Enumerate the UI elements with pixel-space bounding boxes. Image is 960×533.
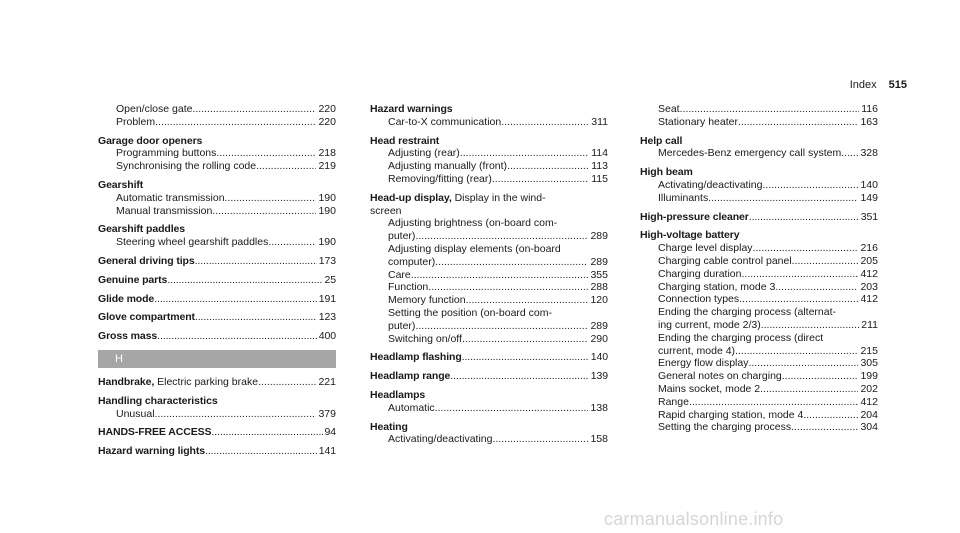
page-ref: 25: [324, 273, 336, 286]
index-entry[interactable]: Rapid charging station, mode 4 ..... 204: [640, 409, 878, 422]
index-label: Index: [849, 79, 877, 91]
index-entry[interactable]: Glove compartment ..... 123: [98, 311, 336, 324]
page-ref: 412: [860, 395, 878, 408]
page-ref: 289: [590, 319, 608, 332]
page-ref: 220: [318, 115, 336, 128]
page-ref: 120: [590, 294, 608, 307]
page-ref: 219: [318, 160, 336, 173]
page-ref: 116: [861, 103, 878, 115]
page-ref: 289: [590, 255, 608, 268]
index-entry[interactable]: Mains socket, mode 2 ..... 202: [640, 383, 878, 396]
index-entry[interactable]: Charging duration ..... 412: [640, 268, 878, 281]
index-entry[interactable]: computer) ..... 289: [370, 256, 608, 269]
index-entry[interactable]: Activating/deactivating ..... 140: [640, 179, 878, 192]
page-ref: 211: [861, 318, 878, 331]
page-ref: 191: [318, 292, 336, 305]
index-entry[interactable]: Genuine parts ..... 25: [98, 274, 336, 287]
page-ref: 140: [860, 178, 878, 191]
index-entry[interactable]: Illuminants ..... 149: [640, 192, 878, 205]
index-entry[interactable]: ing current, mode 2/3) ..... 211: [640, 319, 878, 332]
page-ref: 163: [860, 115, 878, 128]
index-entry[interactable]: Removing/fitting (rear) ..... 115: [370, 173, 608, 186]
index-heading: Gearshift paddles: [98, 223, 185, 236]
index-column-3: [640, 103, 878, 434]
index-entry[interactable]: Hazard warning lights ..... 141: [98, 445, 336, 458]
section-letter: H: [115, 352, 123, 365]
page-ref: 289: [590, 230, 608, 243]
index-heading: Garage door openers: [98, 134, 203, 147]
index-heading: Head restraint: [370, 134, 440, 147]
page-ref: 114: [591, 147, 608, 160]
index-entry[interactable]: Headlamp flashing ..... 140: [370, 351, 608, 364]
page-ref: 115: [591, 172, 608, 185]
page-ref: 216: [860, 242, 878, 255]
index-column-1: [98, 103, 336, 458]
index-entry[interactable]: Problem ..... 220: [98, 116, 336, 129]
page-ref: 204: [860, 408, 878, 421]
page-ref: 218: [318, 147, 336, 160]
index-entry[interactable]: Car-to-X communication ..... 311: [370, 116, 608, 129]
index-entry[interactable]: HANDS-FREE ACCESS ..... 94: [98, 426, 336, 439]
index-heading: Heating: [370, 420, 408, 433]
index-entry[interactable]: Switching on/off ..... 290: [370, 333, 608, 346]
page-ref: 94: [324, 426, 336, 439]
page-ref: 141: [318, 445, 336, 458]
index-entry[interactable]: Adjusting (rear) ..... 114: [370, 147, 608, 160]
page-header: [850, 79, 907, 91]
index-entry[interactable]: High-pressure cleaner ..... 351: [640, 211, 878, 224]
index-entry-line: Setting the position (on-board com-: [388, 306, 553, 319]
page-ref: 288: [590, 281, 608, 294]
index-entry-line: Ending the charging process (alternat-: [658, 306, 837, 319]
index-entry[interactable]: Handbrake, Electric parking brake ..... 221: [98, 376, 336, 389]
index-entry[interactable]: Programming buttons ..... 218: [98, 147, 336, 160]
page-ref: 290: [590, 332, 608, 345]
index-entry[interactable]: Mercedes-Benz emergency call system ..... 328: [640, 147, 878, 160]
index-entry[interactable]: Open/close gate ..... 220: [98, 103, 336, 116]
page-ref: 412: [860, 293, 878, 306]
index-entry[interactable]: puter) ..... 289: [370, 320, 608, 333]
index-entry[interactable]: Stationary heater ..... 163: [640, 116, 878, 129]
page-ref: 190: [318, 191, 336, 204]
index-entry-line: Adjusting brightness (on-board com-: [388, 217, 558, 230]
index-column-2: [370, 103, 608, 446]
page-ref: 400: [318, 330, 336, 343]
page-ref: 190: [318, 204, 336, 217]
index-entry[interactable]: Activating/deactivating ..... 158: [370, 433, 608, 446]
index-entry[interactable]: Function ..... 288: [370, 281, 608, 294]
index-entry[interactable]: Steering wheel gearshift paddles ..... 190: [98, 236, 336, 249]
index-entry[interactable]: Range ..... 412: [640, 396, 878, 409]
index-entry[interactable]: Manual transmission ..... 190: [98, 205, 336, 218]
index-entry[interactable]: Gross mass ..... 400: [98, 330, 336, 343]
index-entry[interactable]: Unusual ..... 379: [98, 408, 336, 421]
page-ref: 215: [860, 344, 878, 357]
index-heading: Help call: [640, 134, 683, 147]
page-ref: 311: [591, 115, 608, 128]
index-heading: Head-up display, Display in the wind-: [370, 191, 546, 204]
index-heading: Handling characteristics: [98, 394, 218, 407]
index-entry[interactable]: Seat ..... 116: [640, 103, 878, 116]
page-ref: 123: [318, 311, 336, 324]
index-entry[interactable]: Energy flow display ..... 305: [640, 357, 878, 370]
page-ref: 158: [590, 433, 608, 446]
index-entry[interactable]: Charging station, mode 3 ..... 203: [640, 281, 878, 294]
page-ref: 205: [860, 254, 878, 267]
index-entry[interactable]: Adjusting manually (front) ..... 113: [370, 160, 608, 173]
page-ref: 220: [318, 103, 336, 115]
index-entry[interactable]: Automatic transmission ..... 190: [98, 192, 336, 205]
index-entry[interactable]: current, mode 4) ..... 215: [640, 345, 878, 358]
index-entry[interactable]: puter) ..... 289: [370, 230, 608, 243]
page-ref: 305: [860, 357, 878, 370]
index-heading: High-voltage battery: [640, 229, 740, 242]
index-heading-continuation: screen: [370, 204, 402, 217]
page-ref: 328: [860, 147, 878, 160]
index-entry-line: Adjusting display elements (on-board: [388, 242, 561, 255]
index-entry[interactable]: General notes on charging ..... 199: [640, 370, 878, 383]
index-entry[interactable]: Connection types ..... 412: [640, 293, 878, 306]
page-ref: 221: [318, 375, 336, 388]
page-ref: 304: [860, 421, 878, 434]
index-entry[interactable]: Memory function ..... 120: [370, 294, 608, 307]
index-entry[interactable]: Care ..... 355: [370, 269, 608, 282]
index-entry[interactable]: Charging cable control panel ..... 205: [640, 255, 878, 268]
page-ref: 173: [318, 254, 336, 267]
page-ref: 412: [860, 267, 878, 280]
index-heading: High beam: [640, 166, 693, 179]
index-entry[interactable]: Setting the charging process ..... 304: [640, 421, 878, 434]
page-ref: 138: [590, 401, 608, 414]
index-entry[interactable]: Automatic ..... 138: [370, 402, 608, 415]
index-heading: Gearshift: [98, 178, 144, 191]
index-heading: Hazard warnings: [370, 103, 453, 115]
page-ref: 113: [591, 160, 608, 173]
page-ref: 139: [590, 370, 608, 383]
page-ref: 202: [860, 382, 878, 395]
index-entry[interactable]: General driving tips ..... 173: [98, 255, 336, 268]
page-ref: 190: [318, 236, 336, 249]
index-entry[interactable]: Synchronising the rolling code ..... 219: [98, 160, 336, 173]
page-ref: 149: [860, 191, 878, 204]
index-entry[interactable]: Charge level display ..... 216: [640, 242, 878, 255]
index-entry[interactable]: Headlamp range ..... 139: [370, 370, 608, 383]
watermark: carmanualsonline.info: [604, 509, 784, 529]
page-ref: 355: [590, 268, 608, 281]
page-number: 515: [888, 79, 907, 91]
page-ref: 351: [860, 210, 878, 223]
page-ref: 140: [590, 351, 608, 364]
page-ref: 379: [318, 407, 336, 420]
index-entry[interactable]: Glide mode ..... 191: [98, 293, 336, 306]
page-ref: 203: [860, 280, 878, 293]
index-entry-line: Ending the charging process (direct: [658, 331, 824, 344]
section-letter-bar: [98, 350, 336, 368]
index-heading: Headlamps: [370, 388, 426, 401]
page-ref: 199: [860, 370, 878, 383]
